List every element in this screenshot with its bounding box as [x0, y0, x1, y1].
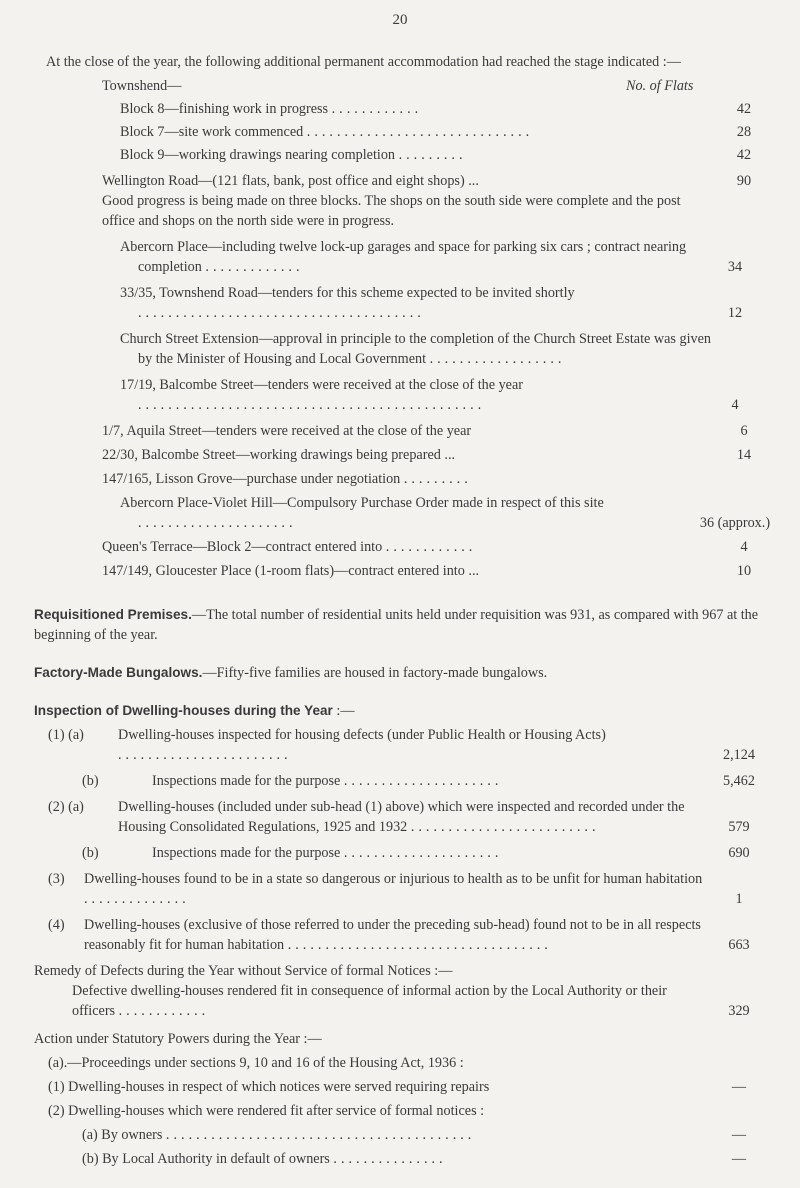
- list-item: [34, 283, 774, 323]
- row-text: Dwelling-houses (exclusive of those referred to under the preceding sub-head) found not to be in all respects reasonably fit for human habitation ...................................: [84, 917, 701, 953]
- statutory-row-text: (b) By Local Authority in default of owners ...............: [82, 1151, 447, 1167]
- item-value: 90: [736, 173, 752, 189]
- row-text: Dwelling-houses found to be in a state so dangerous or injurious to health as to be unfit for human habitation ..............: [84, 871, 703, 907]
- inspection-row: [34, 915, 774, 955]
- item-text: Abercorn Place—including twelve lock-up garages and space for parking six cars ; contract nearing completion .............: [120, 239, 687, 275]
- item-value: 10: [736, 563, 752, 579]
- bungalows-heading: Factory-Made Bungalows.: [34, 665, 203, 680]
- remedy-heading: Remedy of Defects during the Year without Service of formal Notices :—: [34, 963, 453, 979]
- list-item: [34, 122, 774, 142]
- list-item: [34, 561, 774, 581]
- statutory-row: [34, 1125, 774, 1145]
- row-label: (b): [82, 845, 99, 861]
- row-label: (3): [48, 871, 65, 887]
- statutory-row-text: (1) Dwelling-houses in respect of which notices were served requiring repairs: [48, 1079, 490, 1095]
- inspection-row: [34, 725, 774, 765]
- item-text: 22/30, Balcombe Street—working drawings being prepared ...: [102, 447, 456, 463]
- list-item: [34, 537, 774, 557]
- list-item: [34, 329, 774, 369]
- inspection-row: [34, 869, 774, 909]
- item-value: 42: [736, 101, 752, 117]
- list-item: [34, 375, 774, 415]
- item-text: Block 9—working drawings nearing completion .........: [120, 147, 467, 163]
- row-value: 690: [728, 845, 750, 861]
- list-item: [34, 145, 774, 165]
- remedy-text: Defective dwelling-houses rendered fit in consequence of informal action by the Local Authority or their officers ............: [72, 983, 667, 1019]
- inspection-row: [34, 843, 774, 863]
- item-value: 28: [736, 124, 752, 140]
- townshend-heading: Townshend—: [102, 78, 182, 94]
- row-text: Inspections made for the purpose .....................: [152, 773, 503, 789]
- statutory-row: [34, 1101, 774, 1121]
- statutory-heading: Action under Statutory Powers during the Year :—: [34, 1031, 322, 1047]
- inspection-row: [34, 797, 774, 837]
- row-text: Inspections made for the purpose .....................: [152, 845, 503, 861]
- item-value: 14: [736, 447, 752, 463]
- item-value: 12: [727, 305, 743, 321]
- item-value: 4: [740, 539, 748, 555]
- list-item: [34, 171, 774, 191]
- item-text: Wellington Road—(121 flats, bank, post office and eight shops) ...: [102, 173, 479, 189]
- flats-column-header: No. of Flats: [626, 78, 694, 94]
- statutory-row: [34, 1149, 774, 1169]
- row-value: 579: [728, 819, 750, 835]
- requisitioned-paragraph: [34, 605, 774, 645]
- row-text: Dwelling-houses inspected for housing defects (under Public Health or Housing Acts) .......................: [118, 727, 606, 763]
- row-label: (2) (a): [48, 799, 84, 815]
- requisitioned-heading: Requisitioned Premises.: [34, 607, 192, 622]
- item-text: Church Street Extension—approval in principle to the completion of the Church Street Estate was given by the Minister of Housing and Local Government ..................: [120, 331, 711, 367]
- row-text: Dwelling-houses (included under sub-head (1) above) which were inspected and recorded under the Housing Consolidated Regulations, 1925 and 1932 .........................: [118, 799, 685, 835]
- statutory-sub: (a).—Proceedings under sections 9, 10 and 16 of the Housing Act, 1936 :: [48, 1055, 464, 1071]
- item-text: Block 8—finishing work in progress ............: [120, 101, 423, 117]
- item-value: 6: [740, 423, 748, 439]
- bungalows-text: —Fifty-five families are housed in factory-made bungalows.: [202, 665, 548, 681]
- list-item: [34, 493, 774, 533]
- bungalows-paragraph: [34, 663, 774, 683]
- item-note-text: Good progress is being made on three blocks. The shops on the south side were complete and the post office and shops on the north side were in progress.: [102, 193, 681, 229]
- item-text: 17/19, Balcombe Street—tenders were received at the close of the year ..............................................: [120, 377, 523, 413]
- row-value: 663: [728, 937, 750, 953]
- row-label: (b): [82, 773, 99, 789]
- item-text: 147/149, Gloucester Place (1-room flats)—contract entered into ...: [102, 563, 480, 579]
- statutory-row-value: —: [731, 1151, 747, 1167]
- row-value: 2,124: [723, 747, 755, 763]
- list-item-note: [34, 191, 774, 231]
- statutory-row: [34, 1077, 774, 1097]
- remedy-value: 329: [728, 1003, 750, 1019]
- row-label: (1) (a): [48, 727, 84, 743]
- item-value: 36 (approx.): [699, 515, 771, 531]
- item-text: 1/7, Aquila Street—tenders were received at the close of the year: [102, 423, 472, 439]
- item-text: Block 7—site work commenced ..............................: [120, 124, 534, 140]
- list-item: [34, 469, 774, 489]
- item-text: 147/165, Lisson Grove—purchase under negotiation .........: [102, 471, 472, 487]
- requisitioned-text: —The total number of residential units held under requisition was 931, as compared with 967 at the beginning of the year.: [34, 607, 759, 643]
- item-value: 42: [736, 147, 752, 163]
- row-value: 5,462: [723, 773, 755, 789]
- list-item: [34, 237, 774, 277]
- item-text: Queen's Terrace—Block 2—contract entered into ............: [102, 539, 477, 555]
- list-item: [34, 445, 774, 465]
- list-item: [34, 99, 774, 119]
- intro-paragraph: At the close of the year, the following additional permanent accommodation had reached the stage indicated :—: [46, 54, 681, 70]
- statutory-row-value: —: [731, 1127, 747, 1143]
- statutory-row-text: (a) By owners .........................................: [82, 1127, 476, 1143]
- inspection-heading: Inspection of Dwelling-houses during the Year: [34, 703, 333, 718]
- row-label: (4): [48, 917, 65, 933]
- list-item: [34, 421, 774, 441]
- item-value: 34: [727, 259, 743, 275]
- item-value: 4: [731, 397, 739, 413]
- item-text: 33/35, Townshend Road—tenders for this scheme expected to be invited shortly ......................................: [120, 285, 575, 321]
- inspection-row: [34, 771, 774, 791]
- page-number: 20: [392, 12, 408, 28]
- townshend-header-row: [34, 76, 774, 96]
- page-content: [34, 52, 774, 1169]
- statutory-row-text: (2) Dwelling-houses which were rendered fit after service of formal notices :: [48, 1103, 485, 1119]
- statutory-row-value: —: [731, 1079, 747, 1095]
- remedy-row: [34, 981, 774, 1021]
- item-text: Abercorn Place-Violet Hill—Compulsory Purchase Order made in respect of this site .....................: [120, 495, 604, 531]
- inspection-heading-line: Inspection of Dwelling-houses during the Year :—: [34, 703, 355, 719]
- row-value: 1: [735, 891, 743, 907]
